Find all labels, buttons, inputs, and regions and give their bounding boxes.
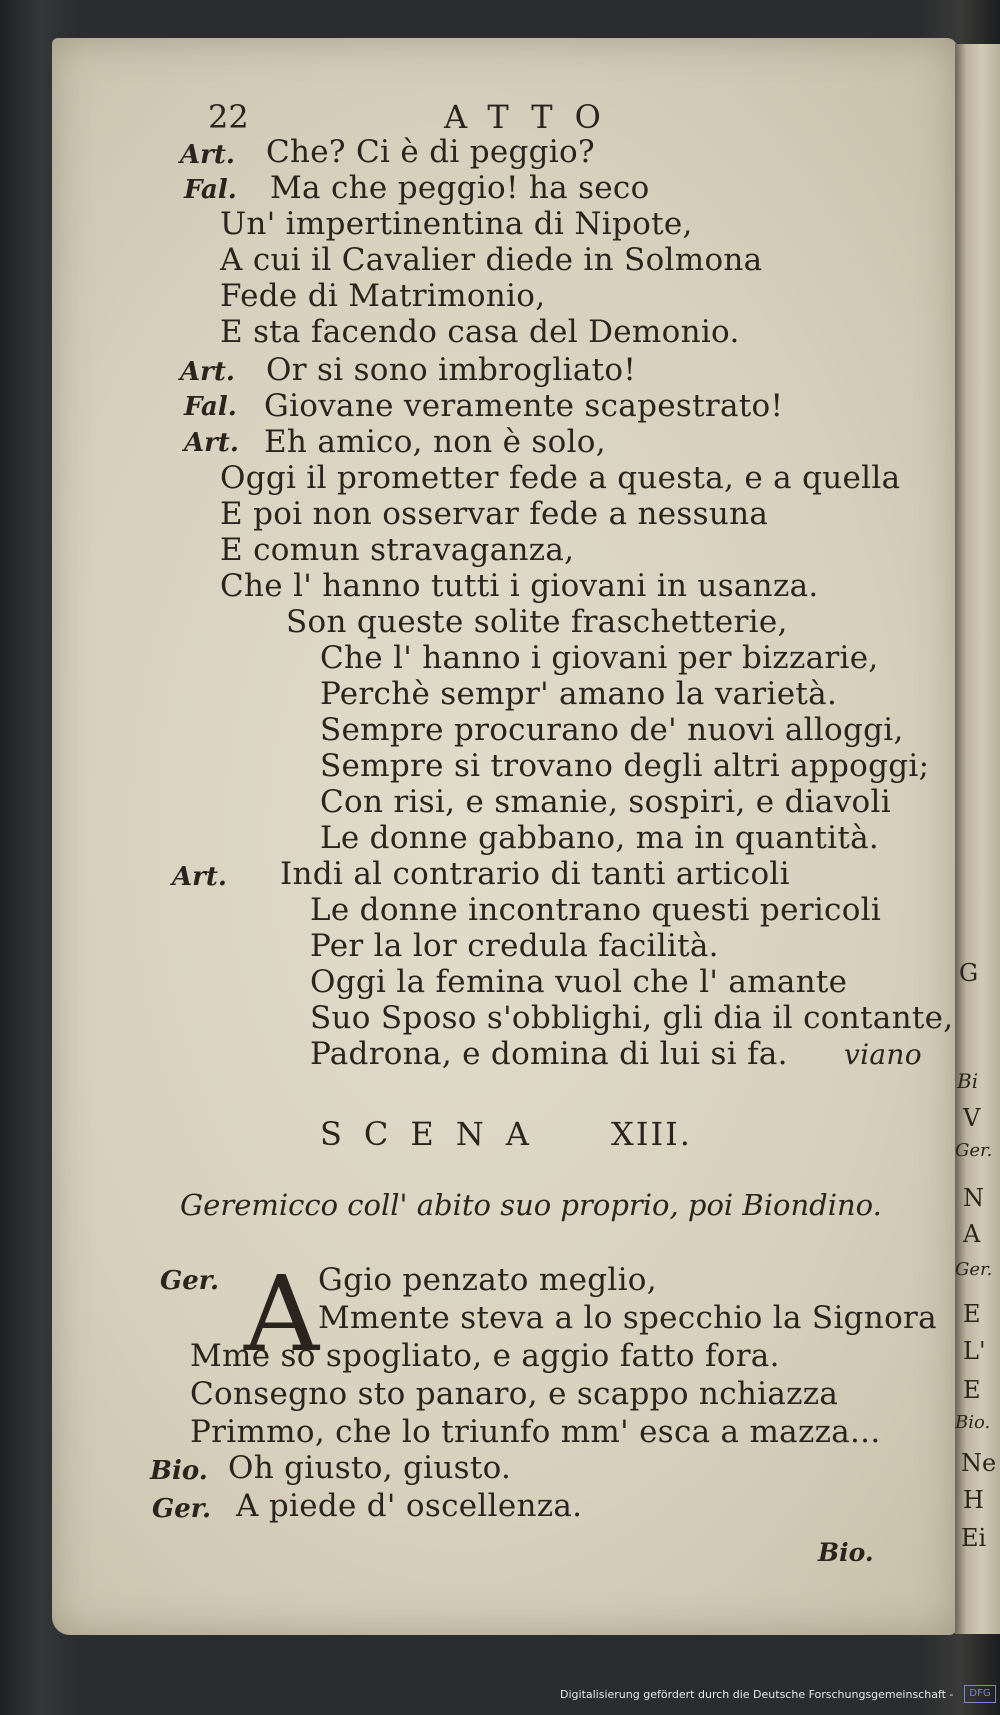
speaker-label: Fal. — [184, 175, 237, 205]
stage-direction: Geremicco coll' abito suo proprio, poi Biondino. — [180, 1188, 882, 1222]
verse-line: Per la lor credula facilità. — [310, 928, 719, 964]
edge-text: Bi — [957, 1069, 979, 1093]
verse-line: Che l' hanno i giovani per bizzarie, — [320, 640, 879, 676]
speaker-label: Ger. — [152, 1494, 212, 1524]
verse-line: Ma che peggio! ha seco — [270, 170, 650, 206]
verse-line: Mmente steva a lo specchio la Signora — [318, 1300, 937, 1336]
verse-line: Or si sono imbrogliato! — [266, 352, 637, 388]
verse-line: Indi al contrario di tanti articoli — [280, 856, 790, 892]
verse-line: E comun stravaganza, — [220, 532, 575, 568]
verse-line: Sempre procurano de' nuovi alloggi, — [320, 712, 904, 748]
verse-line: Perchè sempr' amano la varietà. — [320, 676, 838, 712]
edge-text: E — [963, 1300, 981, 1328]
edge-text: Ne — [961, 1449, 997, 1477]
speaker-label: Bio. — [150, 1456, 208, 1486]
digitization-credit: Digitalisierung gefördert durch die Deutsche Forschungsgemeinschaft - — [560, 1688, 954, 1701]
speaker-label: Ger. — [160, 1266, 220, 1296]
speaker-label: Fal. — [184, 392, 237, 422]
act-title: ATTO — [444, 98, 623, 136]
catchword: Bio. — [818, 1538, 874, 1567]
verse-line: Oh giusto, giusto. — [228, 1450, 512, 1486]
edge-text: V — [963, 1104, 981, 1132]
speaker-label: Art. — [184, 428, 239, 458]
edge-text: L' — [963, 1337, 986, 1365]
verse-line: E poi non osservar fede a nessuna — [220, 496, 769, 532]
verse-line: Consegno sto panaro, e scappo nchiazza — [190, 1376, 839, 1412]
dfg-logo: DFG — [964, 1685, 996, 1703]
verse-line: A cui il Cavalier diede in Solmona — [220, 242, 763, 278]
edge-text: H — [963, 1486, 984, 1514]
verse-line: Fede di Matrimonio, — [220, 278, 546, 314]
exit-direction: viano — [844, 1038, 922, 1071]
verse-line: Giovane veramente scapestrato! — [264, 388, 784, 424]
edge-text: Ei — [961, 1524, 987, 1552]
verse-line: Le donne gabbano, ma in quantità. — [320, 820, 880, 856]
scene-label: SCENA — [320, 1115, 551, 1153]
verse-line: Un' impertinentina di Nipote, — [220, 206, 693, 242]
edge-text: Ger. — [955, 1140, 993, 1161]
drop-cap: A — [244, 1253, 320, 1375]
edge-text: N — [963, 1184, 984, 1212]
next-page-edge — [955, 44, 1000, 1634]
edge-text: Ger. — [955, 1259, 993, 1280]
verse-line: Mme so spogliato, e aggio fatto fora. — [190, 1338, 780, 1374]
scene-heading — [320, 1115, 692, 1153]
edge-text: E — [963, 1376, 981, 1404]
verse-line: Eh amico, non è solo, — [264, 424, 606, 460]
verse-line: A piede d' oscellenza. — [236, 1488, 583, 1524]
verse-line: Sempre si trovano degli altri appoggi; — [320, 748, 930, 784]
verse-line: Le donne incontrano questi pericoli — [310, 892, 882, 928]
speaker-label: Art. — [172, 862, 227, 892]
verse-line: Son queste solite fraschetterie, — [286, 604, 788, 640]
verse-line: Primmo, che lo triunfo mm' esca a mazza... — [190, 1414, 881, 1450]
verse-line: Suo Sposo s'obblighi, gli dia il contante, — [310, 1000, 954, 1036]
verse-line: Oggi la femina vuol che l' amante — [310, 964, 848, 1000]
verse-line: Che? Ci è di peggio? — [266, 134, 595, 170]
page-number: 22 — [208, 98, 249, 136]
scene-number: XIII. — [611, 1115, 692, 1153]
verse-line: Ggio penzato meglio, — [318, 1262, 657, 1298]
verse-line: Che l' hanno tutti i giovani in usanza. — [220, 568, 819, 604]
verse-line: Con risi, e smanie, sospiri, e diavoli — [320, 784, 891, 820]
verse-line: E sta facendo casa del Demonio. — [220, 314, 740, 350]
verse-line: Oggi il prometter fede a questa, e a quella — [220, 460, 901, 496]
edge-text: Bio. — [955, 1412, 991, 1433]
edge-text: G — [959, 959, 979, 987]
edge-text: A — [963, 1220, 981, 1248]
speaker-label: Art. — [180, 140, 235, 170]
speaker-label: Art. — [180, 357, 235, 387]
verse-line: Padrona, e domina di lui si fa. — [310, 1036, 788, 1072]
